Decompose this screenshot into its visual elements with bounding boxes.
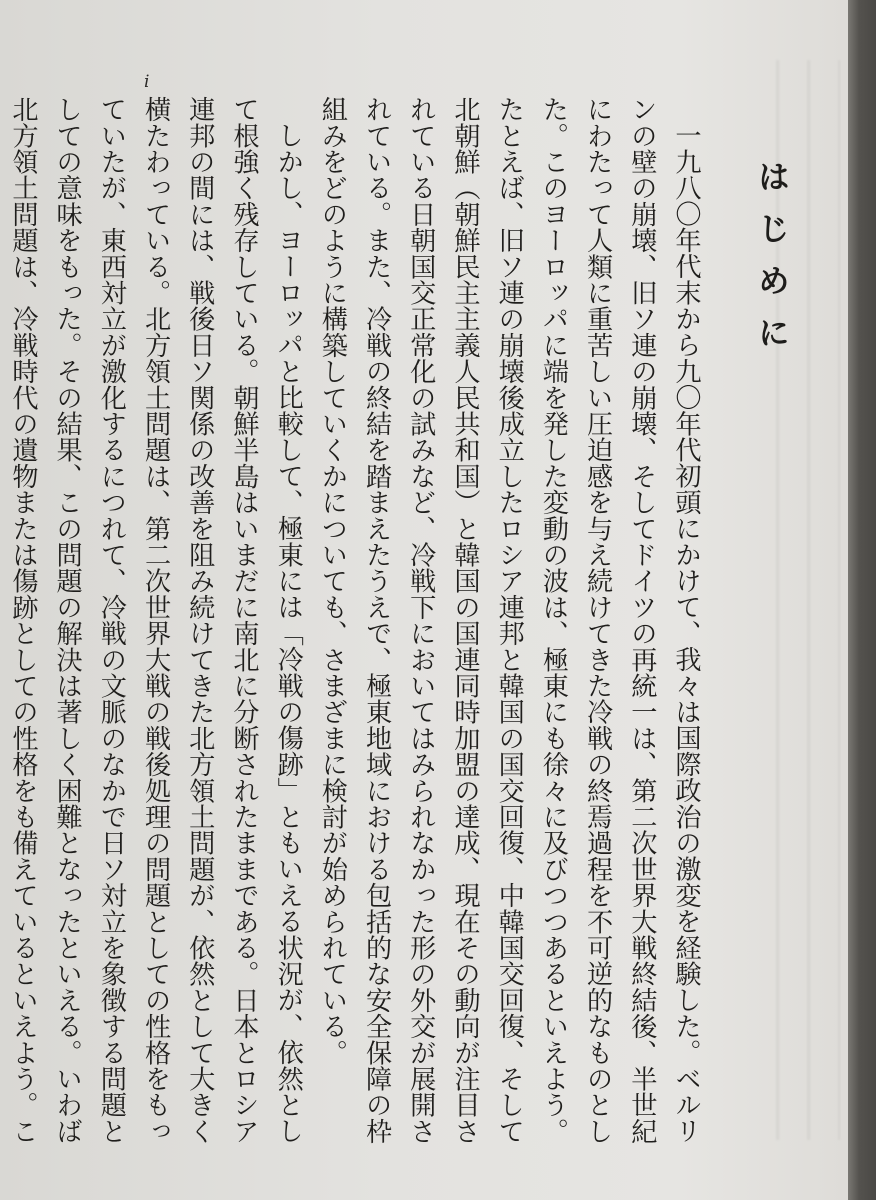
paragraph: 一九八〇年代末から九〇年代初頭にかけて、我々は国際政治の激変を経験した。ベルリンの壁の崩壊、旧ソ連の崩壊、そしてドイツの再統一は、第二次世界大戦終結後、半世紀にわたって人類に重苦しい圧迫感を与え続けてきた冷戦の終焉過程を不可逆的なものとした。このヨーロッパに端を発した変動の波は、極東にも徐々に及びつつあるといえよう。たとえば、旧ソ連の崩壊後成立したロシア連邦と韓国の国交回復、中韓国交回復、そして北朝鮮（朝鮮民主主義人民共和国）と韓国の国連同時加盟の達成、現在その動向が注目されている日朝国交正常化の試みなど、冷戦下においてはみられなかった形の外交が展開されている。また、冷戦の終結を踏まえたうえで、極東地域における包括的な安全保障の枠組みをどのように構築していくかについても、さまざまに検討が始められている。 <box>317 96 701 1144</box>
paragraph: しかし、ヨーロッパと比較して、極東には「冷戦の傷跡」ともいえる状況が、依然として根強く残存している。朝鮮半島はいまだに南北に分断されたままである。日本とロシア連邦の間には、戦後日ソ関係の改善を阻み続けてきた北方領土問題が、依然として大きく横たわっている。北方領土問題は、第二次世界大戦の戦後処理の問題としての性格をもっていたが、東西対立が激化するにつれて、冷戦の文脈のなかで日ソ対立を象徴する問題としての意味をもった。その結果、この問題の解決は著しく困難となったといえる。いわば北方領土問題は、冷戦時代の遺物または傷跡としての性格をも備えているといえよう。こ <box>7 96 304 1144</box>
body-text <box>0 96 708 1156</box>
book-edge-shadow <box>848 0 876 1200</box>
page-title: はじめに <box>753 160 791 368</box>
page-number: i <box>144 72 150 92</box>
